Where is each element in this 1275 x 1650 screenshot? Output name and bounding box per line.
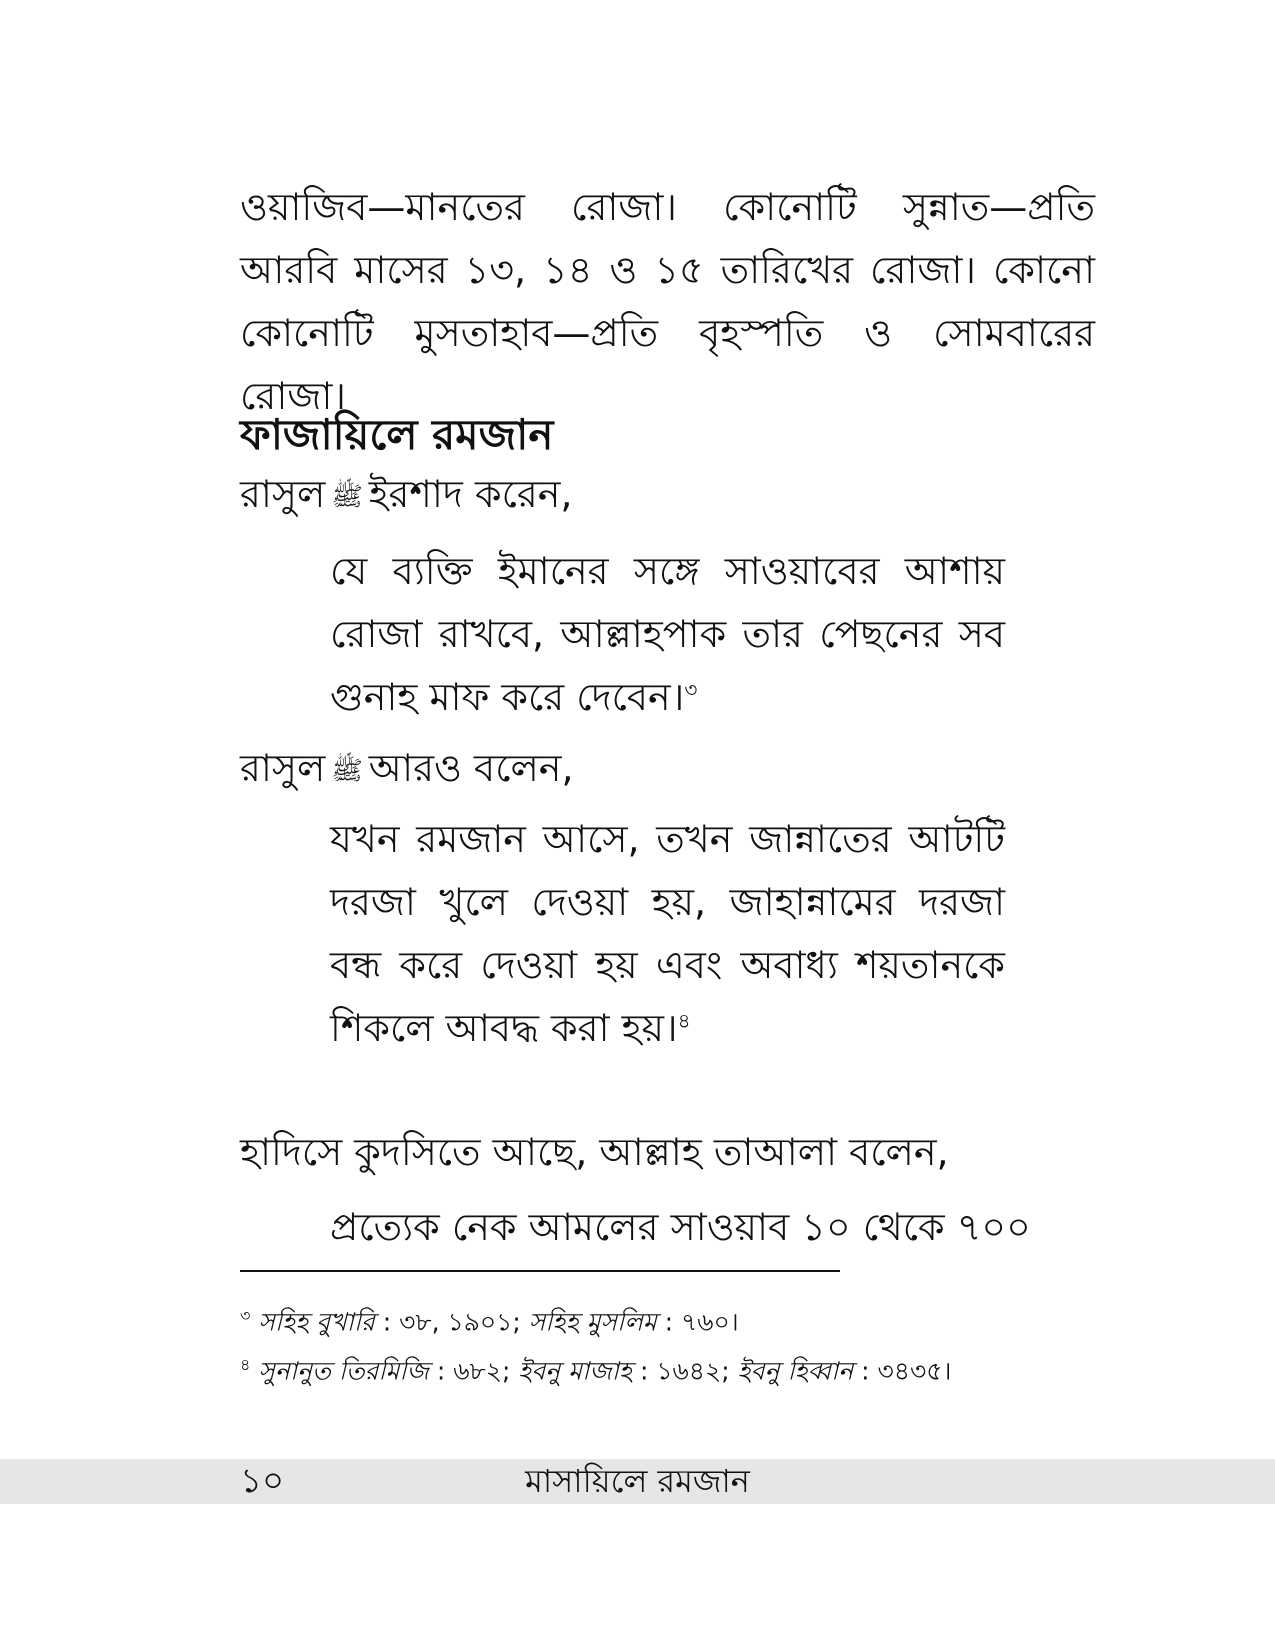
- page-number: ১০: [240, 1461, 285, 1501]
- hadith-quote-1: [330, 540, 1005, 729]
- footnote-3-source-1: সহিহ বুখারি: [258, 1307, 375, 1337]
- opening-paragraph: ওয়াজিব—মানতের রোজা। কোনোটি সুন্নাত—প্রতি আরবি মাসের ১৩, ১৪ ও ১৫ তারিখের রোজা। কোনো কোনোটি মুসতাহাব—প্রতি বৃহস্পতি ও সোমবারের রোজা।: [240, 185, 1095, 418]
- hadith-intro-3: হাদিসে কুদসিতে আছে, আল্লাহ তাআলা বলেন,: [240, 1130, 949, 1174]
- footnote-3-source-2: সহিহ মুসলিম: [528, 1307, 657, 1337]
- footnote-ref-4[interactable]: ৪: [677, 1008, 691, 1033]
- running-title: মাসায়িলে রমজান: [525, 1462, 750, 1500]
- footnote-3: [240, 1296, 739, 1342]
- footnote-3-ref-2: : ৭৬০।: [656, 1307, 739, 1337]
- footnote-divider: [240, 1270, 840, 1272]
- hadith-intro-1: [240, 466, 573, 525]
- intro-2-before: রাসুল: [240, 746, 326, 790]
- footnote-4-source-2: ইবনু মাজাহ: [518, 1356, 633, 1386]
- footnote-4-ref-2: : ১৬৪২;: [632, 1356, 738, 1386]
- footnote-4: [240, 1345, 951, 1391]
- salawat-honorific-icon: ﷺ: [331, 481, 363, 512]
- salawat-honorific-icon: ﷺ: [331, 755, 363, 786]
- intro-1-before: রাসুল: [240, 472, 326, 516]
- page-footer: [0, 1459, 1275, 1504]
- footnote-3-ref-1: : ৩৮, ১৯০১;: [374, 1307, 529, 1337]
- footnote-4-source-3: ইবনু হিব্বান: [737, 1356, 854, 1386]
- footnote-4-source-1: সুনানুত তিরমিজি: [258, 1356, 429, 1386]
- footnote-4-ref-3: : ৩৪৩৫।: [853, 1356, 952, 1386]
- hadith-quote-3: প্রত্যেক নেক আমলের সাওয়াব ১০ থেকে ৭০০: [330, 1205, 1031, 1249]
- intro-1-after: ইরশাদ করেন,: [368, 472, 573, 516]
- intro-2-after: আরও বলেন,: [368, 746, 574, 790]
- quote-2-text: যখন রমজান আসে, তখন জান্নাতের আটটি দরজা খুলে দেওয়া হয়, জাহান্নামের দরজা বন্ধ করে দেওয়া হয় এবং অবাধ্য শয়তানকে শিকলে আবদ্ধ করা হয়।: [330, 817, 1005, 1050]
- section-heading: ফাজায়িলে রমজান: [240, 410, 554, 459]
- footnote-3-mark: ৩: [240, 1306, 251, 1325]
- footnote-4-ref-1: : ৬৮২;: [428, 1356, 519, 1386]
- hadith-quote-2: [330, 808, 1005, 1060]
- footnote-ref-3[interactable]: ৩: [684, 677, 698, 702]
- footnote-4-mark: ৪: [240, 1355, 251, 1374]
- hadith-intro-2: [240, 740, 574, 799]
- quote-1-text: যে ব্যক্তি ইমানের সঙ্গে সাওয়াবের আশায় রোজা রাখবে, আল্লাহপাক তার পেছনের সব গুনাহ মাফ করে দেবেন।: [330, 549, 1005, 719]
